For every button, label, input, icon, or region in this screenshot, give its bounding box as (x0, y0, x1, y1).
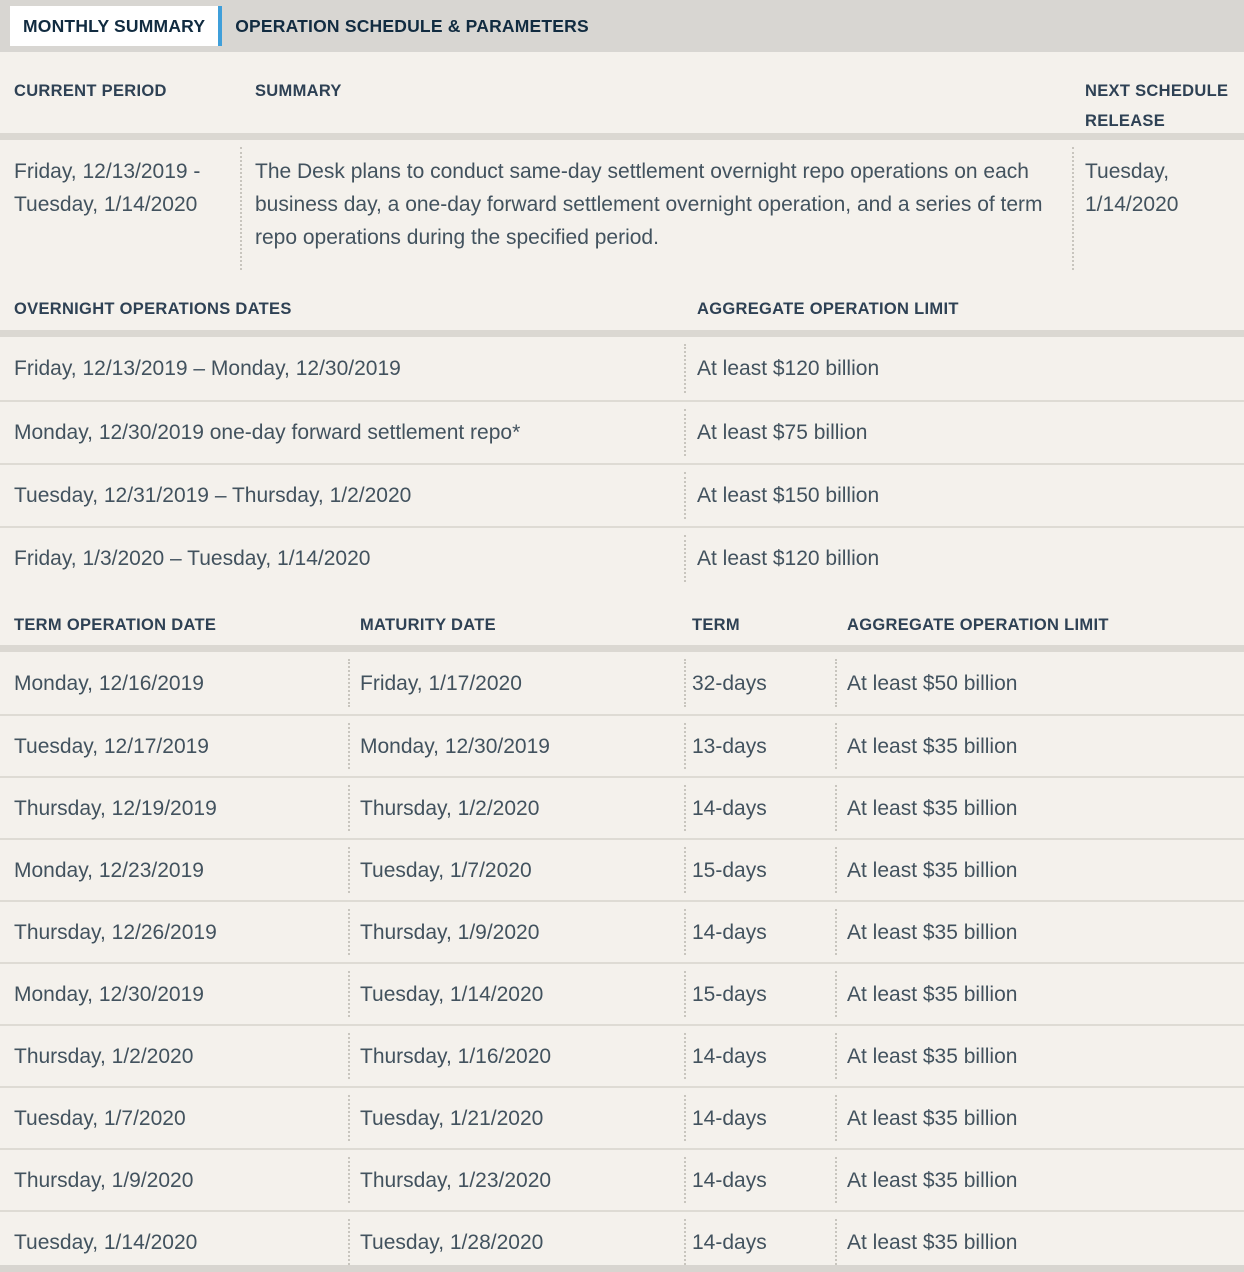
overnight-table-body (0, 337, 1244, 589)
header-current-period: CURRENT PERIOD (14, 82, 167, 100)
cell-operation-date: Tuesday, 1/14/2020 (14, 1230, 198, 1254)
cell-limit: At least $35 billion (835, 1026, 1244, 1086)
cell-term: 14-days (684, 778, 835, 838)
cell-maturity-date: Thursday, 1/9/2020 (348, 902, 684, 962)
header-maturity-date: MATURITY DATE (360, 616, 496, 634)
cell-limit: At least $50 billion (835, 652, 1244, 714)
cell-maturity-date: Thursday, 1/16/2020 (348, 1026, 684, 1086)
overnight-row (0, 463, 1244, 526)
cell-limit: At least $35 billion (835, 778, 1244, 838)
cell-limit: At least $35 billion (835, 964, 1244, 1024)
cell-limit: At least $35 billion (835, 840, 1244, 900)
term-row (0, 962, 1244, 1024)
tab-bar (0, 0, 1244, 52)
tab-operation-schedule[interactable] (222, 6, 602, 46)
term-row (0, 838, 1244, 900)
summary-table-header (0, 52, 1244, 133)
cell-term: 15-days (684, 964, 835, 1024)
term-row (0, 652, 1244, 714)
overnight-row (0, 337, 1244, 400)
cell-operation-date: Thursday, 1/2/2020 (14, 1044, 194, 1068)
term-row (0, 1148, 1244, 1210)
header-aggregate-operation-limit: AGGREGATE OPERATION LIMIT (697, 300, 959, 318)
cell-operation-date: Tuesday, 1/7/2020 (14, 1106, 186, 1130)
term-row (0, 776, 1244, 838)
cell-limit: At least $35 billion (835, 902, 1244, 962)
cell-dates: Friday, 1/3/2020 – Tuesday, 1/14/2020 (14, 547, 371, 570)
tab-operation-schedule-label: OPERATION SCHEDULE & PARAMETERS (235, 15, 589, 36)
tab-monthly-summary-label: MONTHLY SUMMARY (23, 15, 206, 36)
cell-term: 14-days (684, 1150, 835, 1210)
cell-maturity-date: Thursday, 1/2/2020 (348, 778, 684, 838)
cell-current-period: Friday, 12/13/2019 - Tuesday, 1/14/2020 (14, 160, 201, 216)
term-table-header (0, 589, 1244, 645)
bottom-divider-strip (0, 1265, 1244, 1272)
cell-term: 13-days (684, 716, 835, 776)
cell-next-schedule-release: Tuesday, 1/14/2020 (1072, 140, 1244, 277)
term-row (0, 1024, 1244, 1086)
divider-strip (0, 645, 1244, 652)
cell-limit: At least $35 billion (835, 1150, 1244, 1210)
header-next-schedule-release: NEXT SCHEDULE RELEASE (1085, 82, 1229, 130)
summary-row (0, 140, 1244, 277)
term-row (0, 1210, 1244, 1272)
cell-maturity-date: Tuesday, 1/14/2020 (348, 964, 684, 1024)
cell-dates: Tuesday, 12/31/2019 – Thursday, 1/2/2020 (14, 484, 412, 507)
cell-term: 14-days (684, 1088, 835, 1148)
cell-operation-date: Monday, 12/23/2019 (14, 858, 204, 882)
tab-monthly-summary[interactable] (10, 6, 218, 46)
cell-limit: At least $35 billion (835, 1212, 1244, 1272)
header-overnight-operations-dates: OVERNIGHT OPERATIONS DATES (14, 300, 292, 318)
cell-term: 14-days (684, 902, 835, 962)
term-row (0, 714, 1244, 776)
term-table-body (0, 652, 1244, 1272)
cell-operation-date: Monday, 12/30/2019 (14, 982, 204, 1006)
overnight-table-header (0, 277, 1244, 330)
cell-maturity-date: Monday, 12/30/2019 (348, 716, 684, 776)
cell-term: 14-days (684, 1212, 835, 1272)
cell-limit: At least $75 billion (684, 402, 1244, 463)
term-row (0, 1086, 1244, 1148)
cell-term: 32-days (684, 652, 835, 714)
cell-term: 15-days (684, 840, 835, 900)
cell-operation-date: Thursday, 1/9/2020 (14, 1168, 194, 1192)
cell-maturity-date: Thursday, 1/23/2020 (348, 1150, 684, 1210)
cell-limit: At least $35 billion (835, 1088, 1244, 1148)
cell-operation-date: Thursday, 12/19/2019 (14, 796, 217, 820)
header-term: TERM (692, 616, 740, 634)
cell-limit: At least $120 billion (684, 528, 1244, 589)
cell-operation-date: Thursday, 12/26/2019 (14, 920, 217, 944)
term-row (0, 900, 1244, 962)
cell-operation-date: Monday, 12/16/2019 (14, 671, 204, 695)
divider-strip (0, 330, 1244, 337)
cell-summary-text: The Desk plans to conduct same-day settlement overnight repo operations on each business day, a one-day forward settlement overnight operation, and a series of term repo operations during the specified period. (240, 140, 1072, 277)
cell-dates: Friday, 12/13/2019 – Monday, 12/30/2019 (14, 357, 401, 380)
cell-limit: At least $120 billion (684, 337, 1244, 400)
cell-maturity-date: Tuesday, 1/7/2020 (348, 840, 684, 900)
header-summary: SUMMARY (255, 82, 342, 100)
cell-maturity-date: Friday, 1/17/2020 (348, 652, 684, 714)
overnight-row (0, 526, 1244, 589)
cell-limit: At least $35 billion (835, 716, 1244, 776)
header-term-operation-date: TERM OPERATION DATE (14, 616, 217, 634)
cell-operation-date: Tuesday, 12/17/2019 (14, 734, 209, 758)
overnight-row (0, 400, 1244, 463)
cell-dates: Monday, 12/30/2019 one-day forward settlement repo* (14, 421, 521, 444)
cell-maturity-date: Tuesday, 1/28/2020 (348, 1212, 684, 1272)
cell-term: 14-days (684, 1026, 835, 1086)
cell-maturity-date: Tuesday, 1/21/2020 (348, 1088, 684, 1148)
cell-limit: At least $150 billion (684, 465, 1244, 526)
header-aggregate-operation-limit: AGGREGATE OPERATION LIMIT (847, 616, 1109, 634)
